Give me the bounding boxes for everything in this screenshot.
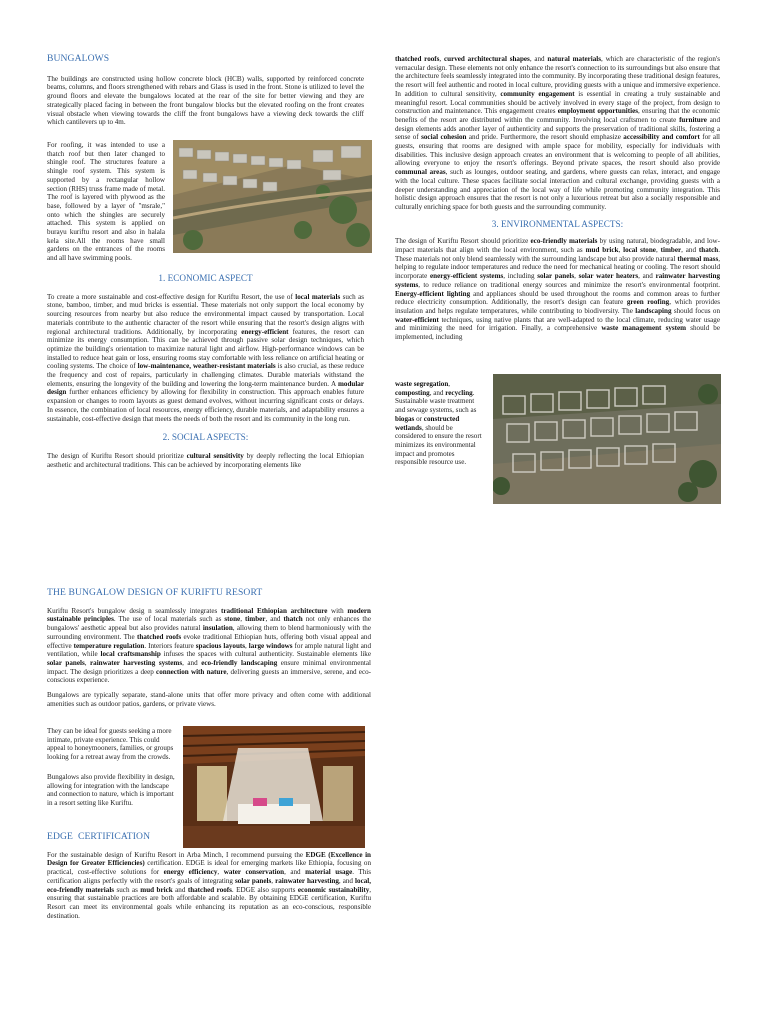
- text-run: , and: [681, 246, 699, 255]
- bold-term: modern sustainable principles: [47, 606, 371, 624]
- roofing-text: [47, 141, 165, 269]
- text-run: should focus on: [671, 306, 720, 315]
- bold-term: cultural sensitivity: [186, 451, 244, 460]
- text-run: . Interiors feature: [144, 641, 196, 650]
- text-run: infuses the spaces with cultural authenticity. Sustainable elements like: [160, 650, 372, 659]
- text-run: , ensuring that sustainable practices are both affordable and scalable. By obtaining EDGE certification, Kuriftu Resort can meet its environmental goals while enhancing its reputation as an eco-conscious, responsible destination.: [47, 885, 372, 920]
- economic-section: [47, 274, 364, 475]
- bungalow-design-heading: THE BUNGALOW DESIGN OF KURIFTU RESORT: [47, 587, 263, 598]
- text-run: ,: [439, 55, 444, 63]
- text-run: The design of Kuriftu Resort should prioritize: [395, 237, 531, 246]
- bungalows-heading: BUNGALOWS: [47, 53, 110, 64]
- text-run: . The use of local materials such as: [113, 615, 225, 624]
- bungalow-design-section: [47, 589, 371, 714]
- bold-term: biogas: [395, 414, 415, 423]
- text-run: such as: [114, 885, 141, 894]
- text-run: with: [327, 606, 348, 615]
- bold-term: modular design: [47, 379, 364, 397]
- text-run: ,: [271, 876, 276, 885]
- bold-term: curved architectural shapes: [443, 55, 530, 63]
- text-run: or: [414, 414, 424, 423]
- bold-term: temperature regulation: [73, 641, 145, 650]
- bold-term: recycling: [445, 388, 473, 397]
- bold-term: local stone: [623, 246, 656, 255]
- text-run: ,: [245, 641, 249, 650]
- bold-term: Energy-efficient lighting: [395, 289, 471, 298]
- bold-term: local materials: [295, 292, 341, 301]
- text-run: ,: [84, 658, 91, 667]
- text-run: such as stone, bamboo, timber, and mud bricks is essential. These materials not only support the local economy by sourcing resources from nearby but also reduce the environmental impact caused by transportation. Local materials contribute to the authentic character of the resort while ensuring that the resort's design aligns with regional architectural traditions. Additionally, by incorporating: [47, 292, 364, 336]
- bold-term: stone: [224, 615, 241, 624]
- text-run: , and: [265, 615, 284, 624]
- roofing-paragraph-text: For roofing, it was intended to use a thatch roof but then later changed to shingle roof. The structures feature a shingle roof system. This system is supported by a rectangular hollow section (RHS) truss frame made of metal. The roof is layered with plywood as the base, followed by a layer of "msrale," onto which the shingles are securely attached. This system is applied on burayu kuriftu resort and also in halala kela site.All the rooms have small gardens on the entrances of the rooms and all have swimming pools.: [47, 141, 165, 263]
- aerial-bungalows-photo: [173, 140, 372, 253]
- text-run: , and: [529, 55, 548, 63]
- text-run: ,: [618, 246, 624, 255]
- bold-term: waste segregation: [395, 380, 449, 388]
- text-run: features, the resort can minimize its energy consumption. This can be achieved through passive solar design techniques, which optimize the building's orientation to maximize natural light and airflow. High-performance windows can be installed to reduce heat gain or loss, ensuring rooms stay comfortable with less reliance on artificial heating or cooling systems. The choice of: [47, 327, 364, 371]
- text-run: ,: [217, 868, 224, 877]
- text-run: , and: [638, 272, 656, 281]
- bold-term: timber: [244, 615, 266, 624]
- bold-term: natural materials: [547, 55, 602, 63]
- text-run: , ensuring that the economic benefits of the resort are distributed within the community. Involving local craftsmen to create: [395, 107, 720, 124]
- text-run: by deeply reflecting the local Ethiopian aesthetic and architectural traditions. This can be achieved by incorporating elements like: [47, 451, 364, 469]
- text-run: For the sustainable design of Kuriftu Resort in Arba Minch, I recommend pursuing the: [47, 850, 306, 859]
- left-column: [47, 55, 364, 133]
- social-heading: 2. SOCIAL ASPECTS:: [162, 432, 249, 443]
- text-run: , such as lounges, outdoor seating, and gardens, where guests can relax, interact, and engage with the local culture. These spaces facilitate social interaction and cultural exchange, providing guests with a deeper understanding and appreciation of the local way of life while promoting community integration. This holistic design approach ensures that the resort is not only a luxurious retreat but also a socially responsible and culturally enriching space for both guests and the surrounding community.: [395, 168, 721, 211]
- text-run: . Sustainable waste treatment and sewage systems, such as: [395, 388, 477, 415]
- bold-term: thatch: [698, 246, 719, 255]
- text-run: and pride. Furthermore, the resort should emphasize: [466, 133, 624, 142]
- social-continued-paragraph: [395, 55, 720, 212]
- right-column: [395, 55, 720, 348]
- bold-term: rainwater harvesting: [275, 876, 339, 885]
- text-run: . EDGE also supports: [231, 885, 298, 894]
- text-run: The design of Kuriftu Resort should prioritize: [47, 451, 187, 460]
- bold-term: water-efficient: [395, 315, 439, 324]
- environmental-heading: 3. ENVIRONMENTAL ASPECTS:: [491, 218, 624, 229]
- bold-term: eco-friendly materials: [530, 237, 598, 246]
- bold-term: thatched roofs: [395, 55, 440, 63]
- text-run: ,: [240, 615, 245, 624]
- bold-term: green roofing: [626, 298, 670, 307]
- bold-term: energy-efficient: [241, 327, 289, 336]
- roofing-paragraph: [47, 141, 165, 263]
- text-run: . This certification aligns perfectly with the resort's goals of integrating: [47, 868, 371, 885]
- text-run: , and: [429, 388, 446, 397]
- bold-term: furniture: [679, 115, 707, 124]
- text-run: , and: [284, 868, 306, 877]
- guests-text: [47, 727, 179, 814]
- text-run: , including: [503, 272, 538, 281]
- bold-term: thatched roofs: [187, 885, 232, 894]
- bold-term: eco-friendly landscaping: [201, 658, 278, 667]
- text-run: for ample natural light and ventilation, while: [47, 641, 371, 659]
- bold-term: energy efficiency: [163, 868, 218, 877]
- bold-term: large windows: [248, 641, 293, 650]
- text-run: ensure minimal environmental impact. The design prioritizes a deep: [47, 658, 371, 676]
- bold-term: thermal mass: [677, 254, 719, 263]
- bold-term: composting: [395, 388, 430, 397]
- text-run: , which provides insulation and helps regulate temperatures, while contributing to biodiversity. The: [395, 298, 720, 315]
- bold-term: accessibility and comfort: [623, 133, 700, 142]
- text-run: ,: [574, 272, 579, 281]
- bold-term: rainwater harvesting systems: [90, 658, 183, 667]
- text-run: , and: [338, 876, 356, 885]
- text-run: by using natural, biodegradable, and low-impact materials that align with the local environment, such as: [395, 237, 720, 255]
- flexibility-paragraph: Bungalows also provide flexibility in design, allowing for integration with the landscape and connection to nature, which is important in a resort setting like Kuriftu.: [47, 772, 175, 807]
- bungalow-standalone-paragraph: Bungalows are typically separate, stand-alone units that offer more privacy and often come with additional amenities such as outdoor patios, gardens, or private views.: [47, 691, 371, 708]
- social-paragraph: [47, 452, 364, 469]
- bold-term: mud brick: [585, 246, 619, 255]
- text-run: ,: [655, 246, 661, 255]
- text-run: certification. EDGE is ideal for emerging markets like Ethiopia, focusing on practical, cost-effective solutions for: [47, 859, 371, 877]
- bold-term: communal areas: [395, 168, 446, 177]
- economic-paragraph: [47, 293, 364, 424]
- bold-term: insulation: [202, 624, 233, 633]
- bold-term: local craftsmanship: [100, 650, 161, 659]
- bold-term: community engagement: [500, 89, 575, 98]
- text-run: To create a more sustainable and cost-effective design for Kuriftu Resort, the use of: [47, 292, 296, 301]
- bold-term: thatched roofs: [137, 632, 182, 641]
- edge-section: [47, 833, 371, 926]
- bold-term: water conservation: [223, 868, 285, 877]
- text-run: for all guests, ensuring that rooms are designed with ample space for mobility, especially for individuals with disabilities. This inclusive design approach creates an environment that is welcoming to people of all abilities, allowing everyone to enjoy the resort's offerings. Beyond private spaces, the resort should also provide: [395, 133, 721, 168]
- waste-paragraph: [395, 380, 485, 467]
- bold-term: local, eco-friendly materials: [47, 876, 372, 894]
- text-run: , to reduce reliance on traditional energy sources and minimize the resort's environmental footprint.: [418, 280, 720, 289]
- text-run: and: [172, 885, 188, 894]
- edge-paragraph: [47, 851, 371, 921]
- text-run: should be implemented, including: [395, 324, 720, 342]
- text-run: evoke traditional Ethiopian huts, offering both visual appeal and effective: [47, 632, 371, 650]
- text-run: is essential in creating a truly sustainable and meaningful resort. Local communities should be actively involved in every stage of the project, from design to construction and maintenance. This engagement creates: [395, 89, 720, 116]
- bold-term: solar panels: [235, 876, 272, 885]
- bold-term: rainwater harvesting systems: [395, 272, 721, 289]
- bold-term: low-maintenance, weather-resistant materials: [137, 362, 276, 371]
- bold-term: constructed wetlands: [395, 414, 460, 432]
- bungalow-interior-photo: [183, 726, 365, 848]
- text-run: Kuriftu Resort's bungalow desig n seamlessly integrates: [47, 606, 221, 615]
- text-run: not only enhances the bungalows' aesthetic appeal but also provides natural: [47, 615, 372, 633]
- waste-text: [395, 380, 485, 473]
- edge-heading: EDGE CERTIFICATION: [47, 831, 151, 842]
- text-run: and appliances should be used throughout the rooms and common areas to further reduce electricity consumption. Additionally, the resort's design can feature: [395, 289, 720, 307]
- economic-heading: 1. ECONOMIC ASPECT: [158, 273, 253, 283]
- text-run: , which are characteristic of the region's vernacular design. These elements not only enhance the resort's connection to its surroundings but also ensure that the architecture feels seamlessly integrated into the community. By incorporating these traditional design features, the resort will feel authentic and rooted in local culture, providing guests with a unique and immersive experience. In addition to cultural sensitivity,: [395, 55, 721, 98]
- bold-term: material usage: [305, 868, 353, 877]
- text-run: , allowing them to blend harmoniously with the surrounding environment. The: [47, 624, 372, 641]
- bold-term: mud brick: [140, 885, 173, 894]
- bold-term: waste management system: [601, 324, 687, 333]
- text-run: ,: [448, 380, 451, 388]
- bungalows-paragraph: The buildings are constructed using hollow concrete block (HCB) walls, supported by reinforced concrete beams, columns, and floors strengthened with rebars and Glass is used in the front. Stone is utilized to level the ground floors and elevate the bungalows located at the rear of the site for better viewing and they are strategically placed facing in between the front bungalow blocks but the elevated roofing on the front creates visual obstacle when viewing towards the cliff the front bungalows have a viewing deck towards the cliff which cantilevers up to 4m.: [47, 74, 364, 127]
- bold-term: thatch: [283, 615, 303, 624]
- environmental-paragraph: [395, 237, 720, 341]
- aerial-site-photo: [493, 374, 721, 504]
- bold-term: solar water heaters: [578, 272, 639, 281]
- bold-term: spacious layouts: [195, 641, 246, 650]
- bold-term: energy-efficient systems: [430, 272, 504, 281]
- text-run: techniques, using native plants that are well-adapted to the local climate, reducing water usage and minimizing the need for irrigation. Finally, a comprehensive: [395, 315, 720, 333]
- guests-paragraph: They can be ideal for guests seeking a more intimate, private experience. This could appeal to honeymooners, families, or groups looking for a retreat away from the crowds.: [47, 727, 174, 762]
- text-run: , should be considered to ensure the resort minimizes its environmental impact and promotes responsible resource use.: [395, 423, 482, 467]
- bold-term: timber: [660, 246, 682, 255]
- bold-term: solar panels: [537, 272, 575, 281]
- text-run: and design elements adds another layer of authenticity and supports the preservation of traditional skills, fostering a sense of: [395, 115, 720, 142]
- bold-term: economic sustainability: [297, 885, 370, 894]
- text-run: , delivering guests an immersive, serene, and eco-conscious experience.: [47, 667, 372, 685]
- text-run: , and: [182, 658, 202, 667]
- bold-term: EDGE (Excellence in Design for Greater Efficiencies): [47, 850, 371, 868]
- bold-term: solar panels: [47, 658, 85, 667]
- text-run: further enhances efficiency by allowing for flexibility in construction. This approach enables future expansion or changes to room layouts as guest demand evolves, without incurring significant costs or delays. In essence, the combination of local resources, energy efficiency, durable materials, and adaptability ensures a sustainable, cost-effective design that meets the needs of both the resort and its community in the long run.: [47, 388, 364, 423]
- bold-term: connection with nature: [156, 667, 227, 676]
- bold-term: employment opportunities: [557, 107, 638, 116]
- bold-term: social cohesion: [421, 133, 467, 142]
- bold-term: traditional Ethiopian architecture: [220, 606, 328, 615]
- bold-term: landscaping: [635, 306, 672, 315]
- text-run: is also crucial, as these reduce the frequency and cost of repairs, particularly in challenging climates. Durable materials withstand the elements, ensuring the longevity of the building and lowering the long-term maintenance burden. A: [47, 362, 364, 388]
- text-run: . These materials not only blend seamlessly with the surrounding landscape but also provide natural: [395, 246, 721, 263]
- bungalow-design-paragraph: [47, 607, 371, 685]
- text-run: , helping to regulate indoor temperatures and reduce the need for mechanical heating or cooling. The resort should incorporate: [395, 254, 720, 281]
